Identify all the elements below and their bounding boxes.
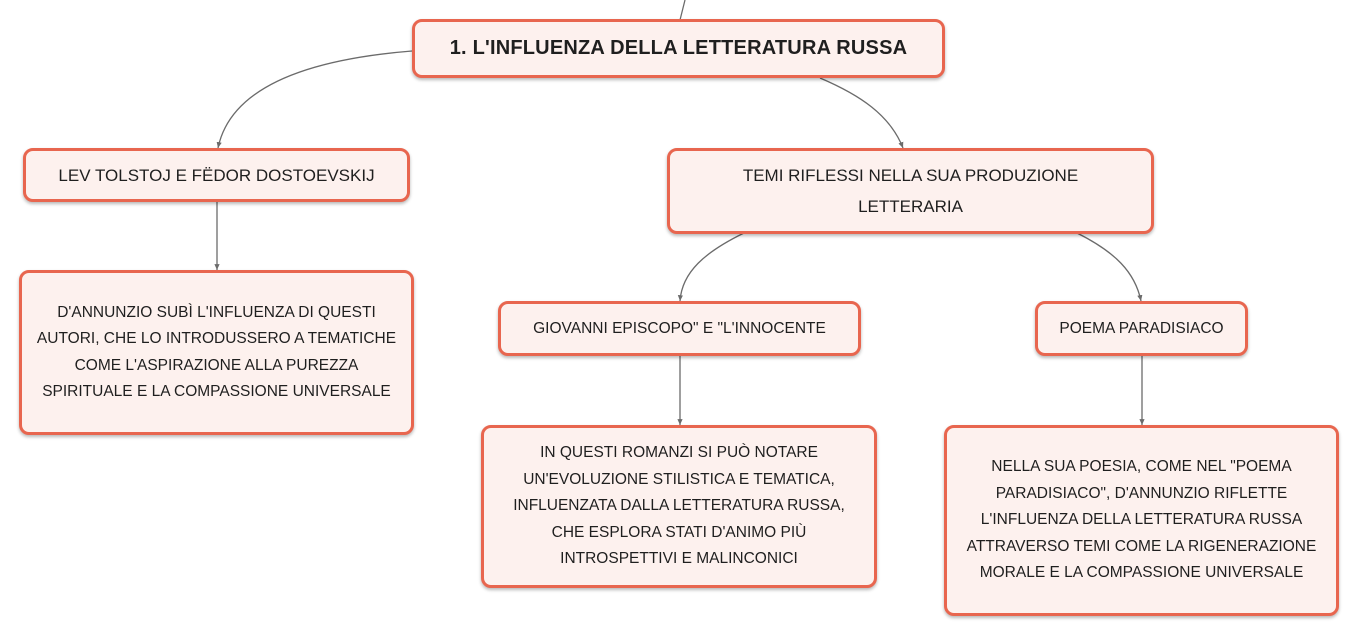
connector-parent-to-root xyxy=(680,0,685,20)
topic-label: POEMA PARADISIACO xyxy=(1059,319,1224,337)
detail-node-episcopo[interactable] xyxy=(481,425,877,588)
topic-label: GIOVANNI EPISCOPO" E "L'INNOCENTE xyxy=(533,319,826,337)
detail-node-poema[interactable] xyxy=(944,425,1339,616)
root-topic-node[interactable] xyxy=(412,19,945,78)
detail-text: NELLA SUA POESIA, COME NEL "POEMA PARADISIACO", D'ANNUNZIO RIFLETTE L'INFLUENZA DELLA LETTERATURA RUSSA ATTRAVERSO TEMI COME LA RIGENERAZIONE MORALE E LA COMPASSIONE UNIVERSALE xyxy=(966,458,1317,582)
topic-node-episcopo-innocente[interactable] xyxy=(498,301,861,356)
topic-label: TEMI RIFLESSI NELLA SUA PRODUZIONE LETTERARIA xyxy=(742,166,1079,216)
detail-text: D'ANNUNZIO SUBÌ L'INFLUENZA DI QUESTI AUTORI, CHE LO INTRODUSSERO A TEMATICHE COME L'ASPIRAZIONE ALLA PUREZZA SPIRITUALE E LA COMPASSIONE UNIVERSALE xyxy=(36,303,397,400)
connector-root-to-tolstoj xyxy=(218,51,412,148)
topic-label: LEV TOLSTOJ E FËDOR DOSTOEVSKIJ xyxy=(58,165,375,185)
topic-node-tolstoj-dostoevskij[interactable] xyxy=(23,148,410,202)
connector-root-to-temi xyxy=(820,78,903,148)
detail-node-tolstoj[interactable] xyxy=(19,270,414,435)
topic-node-temi-riflessi[interactable] xyxy=(667,148,1154,234)
root-topic-label: 1. L'INFLUENZA DELLA LETTERATURA RUSSA xyxy=(449,37,908,59)
detail-text: IN QUESTI ROMANZI SI PUÒ NOTARE UN'EVOLUZIONE STILISTICA E TEMATICA, INFLUENZATA DALLA LETTERATURA RUSSA, CHE ESPLORA STATI D'ANIMO PIÙ INTROSPETTIVI E MALINCONICI xyxy=(513,444,845,568)
topic-node-poema-paradisiaco[interactable] xyxy=(1035,301,1248,356)
connector-temi-to-poema xyxy=(1077,233,1141,301)
connector-temi-to-episcopo xyxy=(680,233,744,301)
